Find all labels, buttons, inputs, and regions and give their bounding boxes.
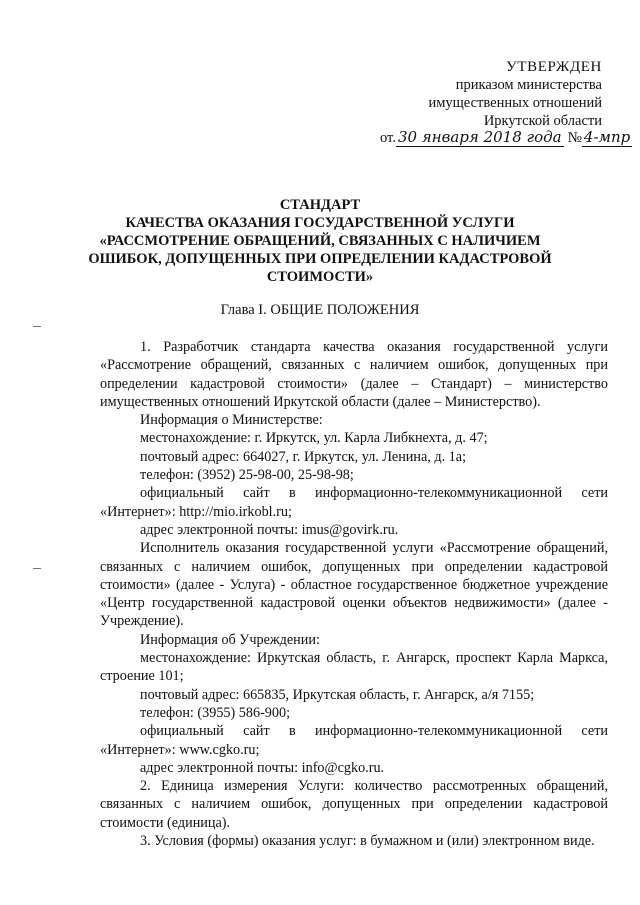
paragraph: Информация о Министерстве: xyxy=(140,412,323,429)
paragraph: 2. Единица измерения Услуги: количество рассмотренных обращений, связанных с наличием ошибок, допущенных при определении кадастровой стоимости (единица). xyxy=(100,778,608,831)
title-line-1: СТАНДАРТ xyxy=(279,197,361,213)
paragraph: почтовый адрес: 664027, г. Иркутск, ул. Ленина, д. 1а; xyxy=(140,448,467,465)
number-sign: № xyxy=(567,130,582,146)
document-title xyxy=(70,196,570,286)
approval-line-3: Иркутской области xyxy=(483,113,602,129)
approval-line-1: приказом министерства xyxy=(455,77,602,93)
paragraph: 3. Условия (формы) оказания услуг: в бумажном и (или) электронном виде. xyxy=(140,833,595,850)
paragraph: Информация об Учреждении: xyxy=(140,631,320,648)
handwritten-date: 30 января 2018 года xyxy=(397,128,562,146)
margin-mark xyxy=(33,568,41,569)
approval-line-2: имущественных отношений xyxy=(428,95,602,111)
chapter-heading: Глава I. ОБЩИЕ ПОЛОЖЕНИЯ xyxy=(220,302,420,318)
paragraph: официальный сайт в информационно-телекоммуникационной сети «Интернет»: http://mio.irkobl.ru; xyxy=(100,485,608,520)
approval-stamp xyxy=(428,58,602,130)
paragraph: официальный сайт в информационно-телекоммуникационной сети «Интернет»: www.cgko.ru; xyxy=(100,723,608,758)
approved-heading: УТВЕРЖДЕН xyxy=(506,59,602,75)
paragraph: 1. Разработчик стандарта качества оказания государственной услуги «Рассмотрение обращений, связанных с наличием ошибок, допущенных при определении кадастровой стоимости» (далее – Стандарт) – министерство имущественных отношений Иркутской области (далее – Министерство). xyxy=(100,339,608,410)
title-line-2: КАЧЕСТВА ОКАЗАНИЯ ГОСУДАРСТВЕННОЙ УСЛУГИ xyxy=(125,215,515,231)
paragraph: телефон: (3952) 25-98-00, 25-98-98; xyxy=(140,467,354,484)
handwritten-number: 4-мпр xyxy=(583,128,631,146)
paragraph: местонахождение: г. Иркутск, ул. Карла Либкнехта, д. 47; xyxy=(140,430,488,447)
order-date-number: от. 30 января 2018 года № 4-мпр xyxy=(380,128,631,146)
title-line-5: СТОИМОСТИ» xyxy=(266,269,374,285)
paragraph: телефон: (3955) 586-900; xyxy=(140,704,291,721)
paragraph: адрес электронной почты: info@cgko.ru. xyxy=(140,759,385,776)
from-label: от xyxy=(380,130,393,146)
title-line-3: «РАССМОТРЕНИЕ ОБРАЩЕНИЙ, СВЯЗАННЫХ С НАЛИЧИЕМ xyxy=(99,233,541,249)
paragraph: почтовый адрес: 665835, Иркутская область, г. Ангарск, а/я 7155; xyxy=(140,686,535,703)
title-line-4: ОШИБОК, ДОПУЩЕННЫХ ПРИ ОПРЕДЕЛЕНИИ КАДАСТРОВОЙ xyxy=(88,251,552,267)
paragraph: адрес электронной почты: imus@govirk.ru. xyxy=(140,521,399,538)
margin-mark xyxy=(33,326,41,327)
document-body xyxy=(100,338,608,850)
paragraph: местонахождение: Иркутская область, г. Ангарск, проспект Карла Маркса, строение 101; xyxy=(100,650,608,685)
paragraph: Исполнитель оказания государственной услуги «Рассмотрение обращений, связанных с наличием ошибок, допущенных при определении кадастровой стоимости» (далее - Услуга) - областное государственное бюджетное учреждение «Центр государственной кадастровой оценки объектов недвижимости» (далее - Учреждение). xyxy=(100,540,608,630)
